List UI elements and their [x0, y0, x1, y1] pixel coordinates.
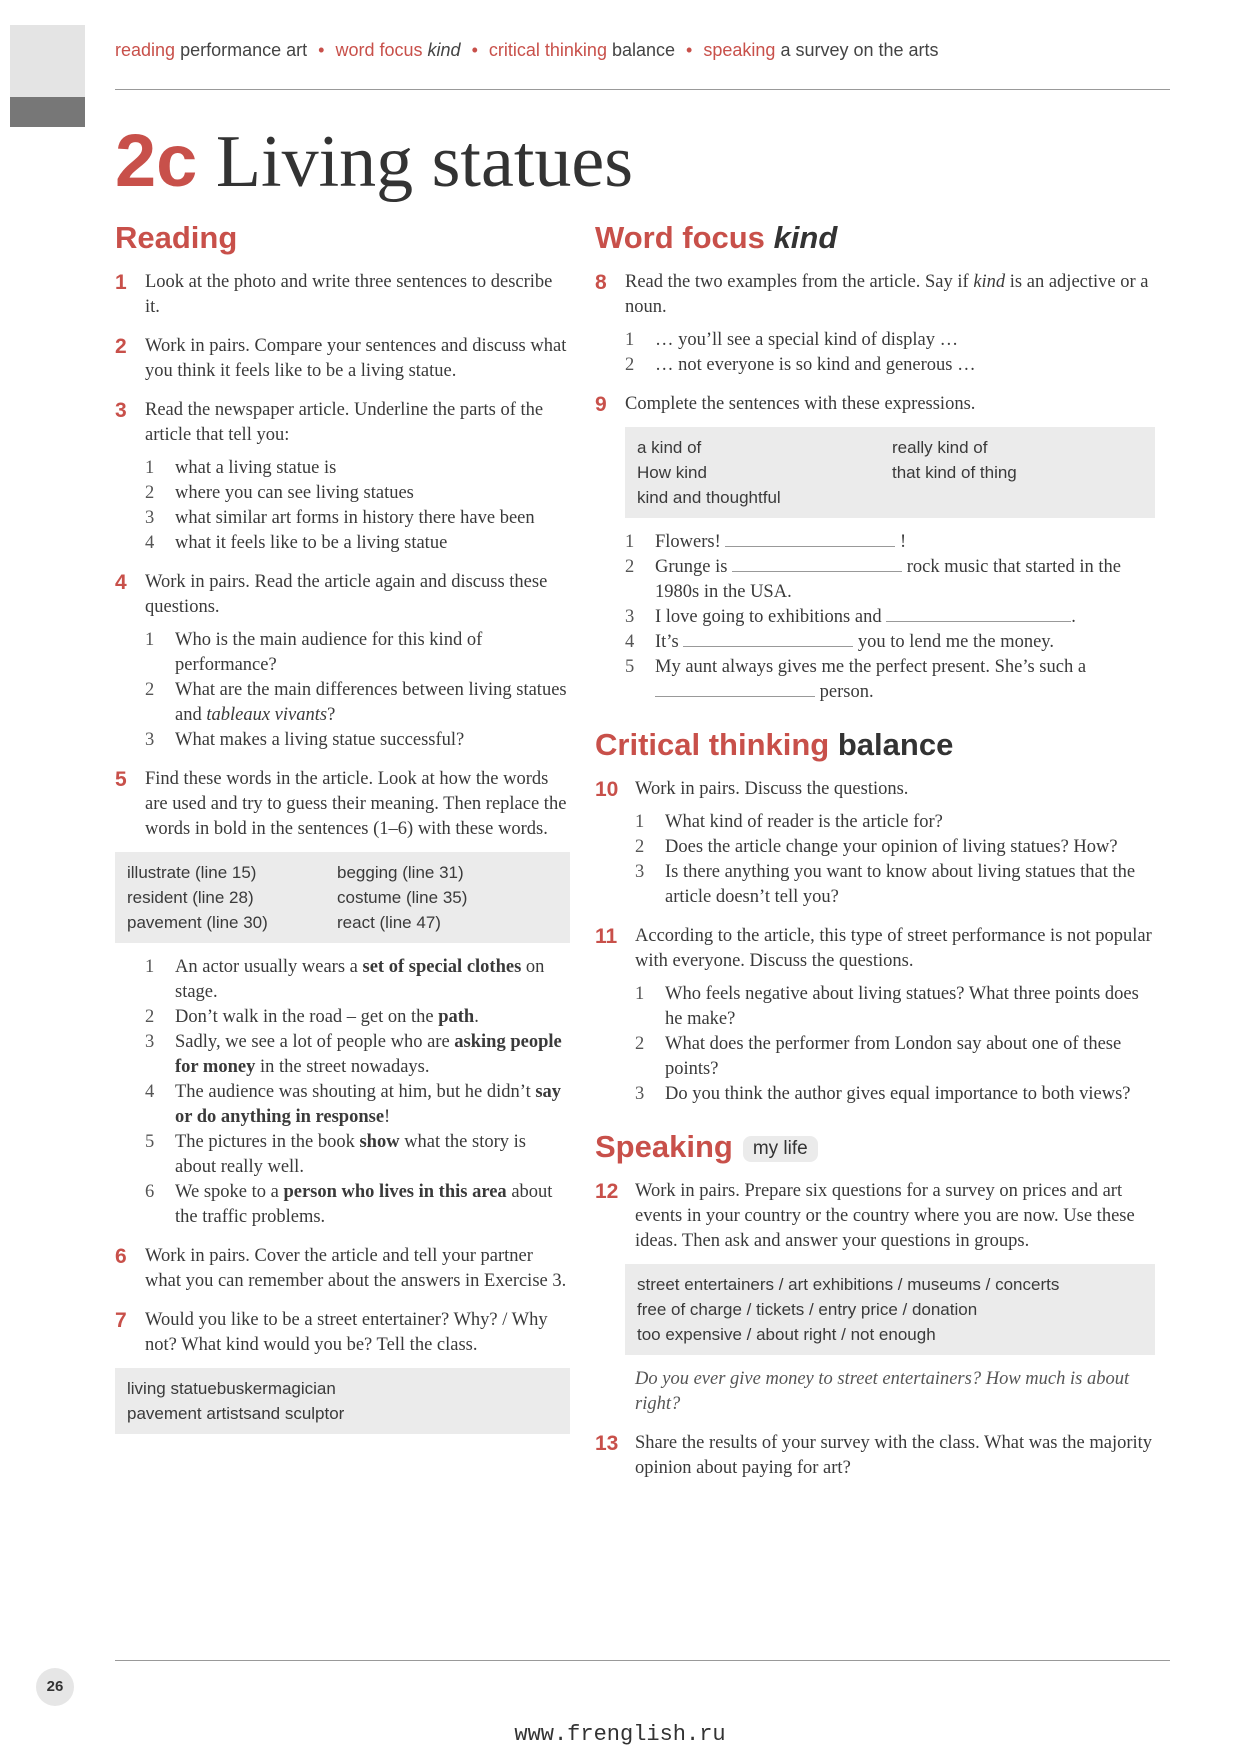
item-text: . [474, 1007, 479, 1027]
list-item [625, 655, 1155, 705]
exercise-3 [115, 398, 570, 556]
expression-box [625, 427, 1155, 518]
exercise-number: 4 [115, 571, 127, 594]
topic-speaking-key: speaking [703, 40, 776, 60]
topic-critical: balance [611, 40, 676, 60]
item-number: 6 [145, 1182, 155, 1202]
word-box-item: magician [267, 1379, 336, 1398]
exercise-12 [595, 1179, 1155, 1417]
exercise-9 [595, 392, 1155, 705]
gap-sentences [625, 530, 1155, 705]
italic-word: kind [973, 272, 1006, 292]
word-box-item: really kind of [892, 438, 988, 457]
answer-blank[interactable] [683, 632, 853, 647]
exercise-number: 7 [115, 1309, 127, 1332]
item-number: 5 [625, 657, 635, 677]
item-list [635, 982, 1155, 1107]
item-number: 1 [145, 630, 155, 650]
item-number: 3 [145, 730, 155, 750]
list-item [145, 531, 570, 556]
item-text: The audience was shouting at him, but he didn’t [175, 1082, 536, 1102]
item-text: What kind of reader is the article for? [665, 812, 943, 832]
exercise-number: 5 [115, 768, 127, 791]
list-item [625, 530, 1155, 555]
topic-bar [115, 40, 939, 61]
item-text: An actor usually wears a [175, 957, 363, 977]
exercise-instruction: Find these words in the article. Look at how the words are used and try to guess their meaning. Then replace the words in bold in the sentences (1–6) with these words. [145, 769, 567, 839]
item-number: 4 [145, 1082, 155, 1102]
item-text: Do you think the author gives equal importance to both views? [665, 1084, 1131, 1104]
item-number: 2 [625, 355, 635, 375]
list-item [625, 555, 1155, 605]
item-number: 2 [145, 483, 155, 503]
ideas-line: street entertainers / art exhibitions / museums / concerts [637, 1275, 1060, 1294]
speaking-heading [595, 1129, 1155, 1165]
item-text-italic: tableaux vivants [206, 705, 328, 725]
item-number: 3 [635, 1084, 645, 1104]
answer-blank[interactable] [655, 682, 815, 697]
exercise-number: 8 [595, 271, 607, 294]
list-item [635, 1082, 1155, 1107]
list-item [635, 1032, 1155, 1082]
separator-dot: • [471, 40, 478, 60]
exercise-number: 3 [115, 399, 127, 422]
item-number: 1 [635, 984, 645, 1004]
example-question: Do you ever give money to street entertainers? How much is about right? [635, 1369, 1130, 1414]
corner-tab-dark [10, 97, 85, 127]
exercise-instruction: Look at the photo and write three sentences to describe it. [145, 272, 553, 317]
exercise-instruction: Would you like to be a street entertainer? Why? / Why not? What kind would you be? Tell the class. [145, 1310, 548, 1355]
heading-italic: kind [773, 220, 838, 255]
exercise-8 [595, 270, 1155, 378]
item-text: rock music that started in the 1980s in the USA. [655, 557, 1121, 602]
exercise-11 [595, 924, 1155, 1107]
list-item [145, 506, 570, 531]
ideas-box [625, 1264, 1155, 1355]
item-number: 5 [145, 1132, 155, 1152]
list-item [145, 1180, 570, 1230]
bold-phrase: asking people for money [175, 1032, 562, 1077]
item-text: The pictures in the book [175, 1132, 360, 1152]
word-box-item: How kind [637, 463, 707, 482]
exercise-6 [115, 1244, 570, 1294]
bold-phrase: path [438, 1007, 475, 1027]
item-number: 2 [635, 837, 645, 857]
item-text: person. [815, 682, 874, 702]
word-box-item: react (line 47) [337, 913, 441, 932]
exercise-number: 6 [115, 1245, 127, 1268]
list-item [145, 628, 570, 678]
bold-phrase: person who lives in this area [283, 1182, 507, 1202]
heading-text-dark: balance [837, 727, 954, 762]
bottom-divider [115, 1660, 1170, 1661]
word-box-item: pavement artist [127, 1404, 244, 1423]
exercise-1 [115, 270, 570, 320]
item-text: It’s [655, 632, 684, 652]
answer-blank[interactable] [886, 607, 1071, 622]
item-text: what a living statue is [175, 458, 337, 478]
item-text: . [1071, 607, 1076, 627]
list-item [145, 481, 570, 506]
item-text: Does the article change your opinion of living statues? How? [665, 837, 1118, 857]
topic-reading: performance art [180, 40, 308, 60]
reading-heading: Reading [115, 220, 238, 255]
item-text: ! [900, 532, 907, 552]
exercise-7 [115, 1308, 570, 1434]
list-item [145, 955, 570, 1005]
item-text: about the traffic problems. [175, 1182, 553, 1227]
item-list [635, 810, 1155, 910]
exercise-10 [595, 777, 1155, 910]
list-item [145, 1080, 570, 1130]
item-text: Flowers! [655, 532, 726, 552]
item-text: I love going to exhibitions and [655, 607, 887, 627]
item-text: What does the performer from London say about one of these points? [665, 1034, 1122, 1079]
exercise-instruction: Read the two examples from the article. Say if [625, 272, 974, 292]
corner-tab [10, 25, 85, 97]
item-text: … not everyone is so kind and generous … [655, 355, 976, 375]
answer-blank[interactable] [732, 557, 902, 572]
list-item [625, 353, 1155, 378]
separator-dot: • [686, 40, 693, 60]
exercise-number: 11 [595, 925, 618, 948]
ideas-line: too expensive / about right / not enough [637, 1325, 936, 1344]
word-box-item: that kind of thing [892, 463, 1017, 482]
item-text: Grunge is [655, 557, 733, 577]
list-item [635, 982, 1155, 1032]
exercise-number: 1 [115, 271, 127, 294]
word-box-item: sand sculptor [243, 1404, 345, 1423]
item-number: 3 [145, 508, 155, 528]
word-box-item: living statue [127, 1379, 217, 1398]
exercise-instruction: Work in pairs. Discuss the questions. [635, 779, 909, 799]
exercise-instruction: Share the results of your survey with the class. What was the majority opinion about paying for art? [635, 1433, 1153, 1478]
topic-wordfocus-key: word focus [335, 40, 423, 60]
item-text: Who feels negative about living statues? What three points does he make? [665, 984, 1139, 1029]
item-list [145, 628, 570, 753]
exercise-instruction: Work in pairs. Prepare six questions for a survey on prices and art events in your country or the country where you are now. Use these ideas. Then ask and answer your questions in groups. [635, 1181, 1135, 1251]
item-number: 3 [635, 862, 645, 882]
exercise-number: 10 [595, 778, 619, 801]
item-text: Who is the main audience for this kind of performance? [175, 630, 483, 675]
item-text: We spoke to a [175, 1182, 284, 1202]
item-text: where you can see living statues [175, 483, 414, 503]
item-text: what the story is about really well. [175, 1132, 526, 1177]
item-text: Is there anything you want to know about living statues that the article doesn’t tell you? [665, 862, 1136, 907]
word-box-item: busker [216, 1379, 268, 1398]
word-box-item: resident (line 28) [127, 888, 254, 907]
item-text: you to lend me the money. [853, 632, 1054, 652]
item-text: Sadly, we see a lot of people who are [175, 1032, 455, 1052]
topic-reading-key: reading [115, 40, 176, 60]
word-box-item: begging (line 31) [337, 863, 464, 882]
exercise-instruction: Work in pairs. Compare your sentences and discuss what you think it feels like to be a living statue. [145, 336, 567, 381]
word-box [115, 1368, 570, 1434]
topic-wordfocus: kind [427, 40, 461, 60]
item-number: 3 [625, 607, 635, 627]
item-text: Don’t walk in the road – get on the [175, 1007, 439, 1027]
bold-phrase: set of special clothes [362, 957, 522, 977]
right-column [595, 220, 1155, 1495]
unit-number: 2c [115, 119, 198, 202]
item-text: in the street nowadays. [255, 1057, 430, 1077]
exercise-instruction: Work in pairs. Cover the article and tell your partner what you can remember about the answers in Exercise 3. [145, 1246, 567, 1291]
answer-blank[interactable] [725, 532, 895, 547]
exercise-13 [595, 1431, 1155, 1481]
item-number: 2 [145, 1007, 155, 1027]
bold-phrase: show [359, 1132, 400, 1152]
footer-url: www.frenglish.ru [514, 1722, 726, 1747]
ideas-line: free of charge / tickets / entry price / donation [637, 1300, 978, 1319]
list-item [145, 678, 570, 728]
word-box-item: a kind of [637, 438, 702, 457]
item-number: 4 [145, 533, 155, 553]
word-box-item: kind and thoughtful [637, 488, 781, 507]
example-list [625, 328, 1155, 378]
list-item [145, 1030, 570, 1080]
my-life-badge: my life [743, 1136, 818, 1162]
item-number: 1 [625, 532, 635, 552]
item-text: ! [384, 1107, 391, 1127]
list-item [635, 835, 1155, 860]
item-text: what similar art forms in history there have been [175, 508, 535, 528]
page-title [115, 118, 633, 205]
exercise-instruction: Complete the sentences with these expressions. [625, 394, 976, 414]
item-text: what it feels like to be a living statue [175, 533, 448, 553]
list-item [635, 860, 1155, 910]
sentence-list [145, 955, 570, 1230]
item-number: 2 [625, 557, 635, 577]
exercise-2 [115, 334, 570, 384]
item-number: 1 [145, 957, 155, 977]
topic-critical-key: critical thinking [488, 40, 607, 60]
item-number: 2 [145, 680, 155, 700]
exercise-number: 12 [595, 1180, 619, 1203]
unit-title: Living statues [215, 121, 634, 203]
item-text: My aunt always gives me the perfect present. She’s such a [655, 657, 1087, 677]
list-item [625, 630, 1155, 655]
list-item [145, 1130, 570, 1180]
topic-speaking: a survey on the arts [780, 40, 939, 60]
item-text: What makes a living statue successful? [175, 730, 465, 750]
item-text: What are the main differences between living statues and [175, 680, 567, 725]
list-item [145, 1005, 570, 1030]
item-list [145, 456, 570, 556]
word-box [115, 852, 570, 943]
item-text: ? [327, 705, 336, 725]
bold-phrase: say or do anything in response [175, 1082, 562, 1127]
exercise-instruction: Read the newspaper article. Underline the parts of the article that tell you: [145, 400, 544, 445]
exercise-4 [115, 570, 570, 753]
list-item [625, 605, 1155, 630]
list-item [145, 456, 570, 481]
exercise-instruction: Work in pairs. Read the article again and discuss these questions. [145, 572, 548, 617]
heading-text: Speaking [595, 1129, 733, 1164]
item-number: 1 [625, 330, 635, 350]
critical-heading [595, 727, 1155, 763]
exercise-number: 9 [595, 393, 607, 416]
item-number: 3 [145, 1032, 155, 1052]
item-number: 2 [635, 1034, 645, 1054]
exercise-number: 2 [115, 335, 127, 358]
top-divider [115, 89, 1170, 90]
item-number: 1 [145, 458, 155, 478]
list-item [635, 810, 1155, 835]
word-box-item: illustrate (line 15) [127, 863, 257, 882]
exercise-instruction: According to the article, this type of street performance is not popular with everyone. Discuss the questions. [635, 926, 1152, 971]
word-box-item: costume (line 35) [337, 888, 468, 907]
exercise-instruction: is an adjective or a noun. [625, 272, 1149, 317]
item-number: 1 [635, 812, 645, 832]
item-text: … you’ll see a special kind of display … [655, 330, 959, 350]
separator-dot: • [318, 40, 325, 60]
word-box-item: pavement (line 30) [127, 913, 268, 932]
exercise-number: 13 [595, 1432, 619, 1455]
page-number: 26 [36, 1668, 74, 1706]
list-item [625, 328, 1155, 353]
left-column [115, 220, 570, 1448]
exercise-5 [115, 767, 570, 1230]
item-number: 4 [625, 632, 635, 652]
wordfocus-heading [595, 220, 1155, 256]
list-item [145, 728, 570, 753]
item-text: on stage. [175, 957, 545, 1002]
heading-text: Critical thinking [595, 727, 830, 762]
heading-text: Word focus [595, 220, 765, 255]
